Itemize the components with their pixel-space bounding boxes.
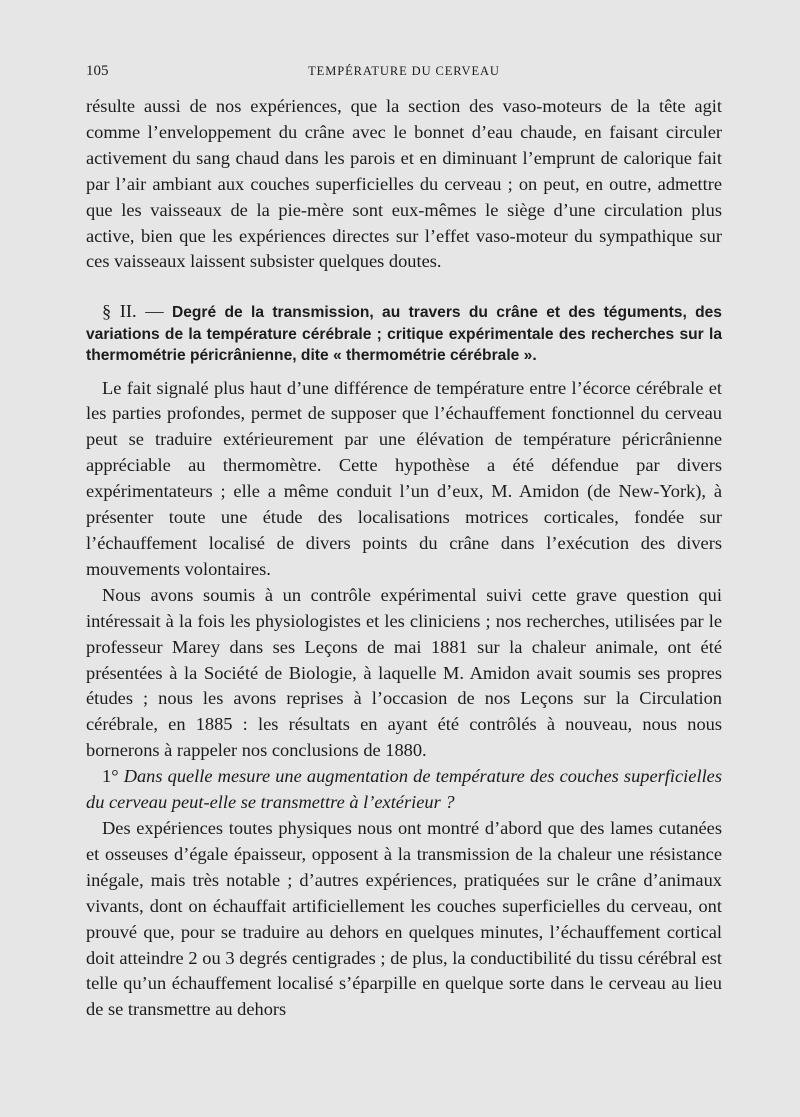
page-header	[86, 63, 722, 85]
paragraph: Des expériences toutes physiques nous ont montré d’abord que des lames cutanées et osseuses d’égale épaisseur, opposent à la transmission de la chaleur une résistance inégale, mais très notable ; d’autres expériences, pratiquées sur le crâne d’animaux vivants, dont on échauffait artificiellement les couches superficielles du cerveau, ont prouvé que, pour se traduire au dehors en quelques minutes, l’échauffement cortical doit atteindre 2 ou 3 degrés centigrades ; de plus, la conductibilité du tissu cérébral est telle qu’un échauffement localisé s’éparpille en quelque sorte dans le cerveau au lieu de se transmettre au dehors	[86, 817, 722, 1020]
section-heading	[86, 301, 722, 366]
paragraph: Nous avons soumis à un contrôle expérimental suivi cette grave question qui intéressait à la fois les physiologistes et les cliniciens ; nos recherches, utilisées par le professeur Marey dans ses Leçons de mai 1881 sur la chaleur animale, ont été présentées à la Société de Biologie, à laquelle M. Amidon avait soumis ses propres études ; nous les avons reprises à l’occasion de nos Leçons sur la Circulation cérébrale, en 1885 : les résultats en ayant été contrôlés à nouveau, nous nous bornerons à rappeler nos conclusions de 1880.	[86, 584, 722, 761]
question-number: 1°	[102, 766, 119, 787]
section-title: Degré de la transmission, au travers du crâne et des téguments, des variations de la température cérébrale ; critique expérimentale des recherches sur la thermométrie péricrânienne, dite « thermométrie cérébrale ».	[86, 304, 722, 365]
running-title: TEMPÉRATURE DU CERVEAU	[308, 64, 500, 78]
paragraph: Le fait signalé plus haut d’une différence de température entre l’écorce cérébrale et les parties profondes, permet de supposer que l’échauffement fonctionnel du cerveau peut se traduire extérieurement par une élévation de température péricrânienne appréciable au thermomètre. Cette hypothèse a été défendue par divers expérimentateurs ; elle a même conduit l’un d’eux, M. Amidon (de New-York), à présenter toute une étude des localisations motrices corticales, fondée sur l’échauffement localisé de divers points du crâne dans l’exécution des divers mouvements volontaires.	[86, 377, 722, 579]
question-paragraph	[86, 764, 722, 816]
paragraph-continuation: résulte aussi de nos expériences, que la section des vaso-moteurs de la tête agit comme l’enveloppement du crâne avec le bonnet d’eau chaude, en faisant circuler activement du sang chaud dans les parois et en diminuant l’emprunt de calorique fait par l’air ambiant aux couches superficielles du cerveau ; on peut, en outre, admettre que les vaisseaux de la pie-mère sont eux-mêmes le siège d’une circulation plus active, bien que les expériences directes sur l’effet vaso-moteur du sympathique sur ces vaisseaux laissent subsister quelques doutes.	[86, 96, 722, 272]
question-text: Dans quelle mesure une augmentation de température des couches superficielles du cerveau peut-elle se transmettre à l’extérieur ?	[86, 766, 722, 813]
page-number: 105	[86, 63, 109, 79]
body-text	[86, 94, 722, 1023]
section-number: § II. —	[102, 301, 164, 322]
